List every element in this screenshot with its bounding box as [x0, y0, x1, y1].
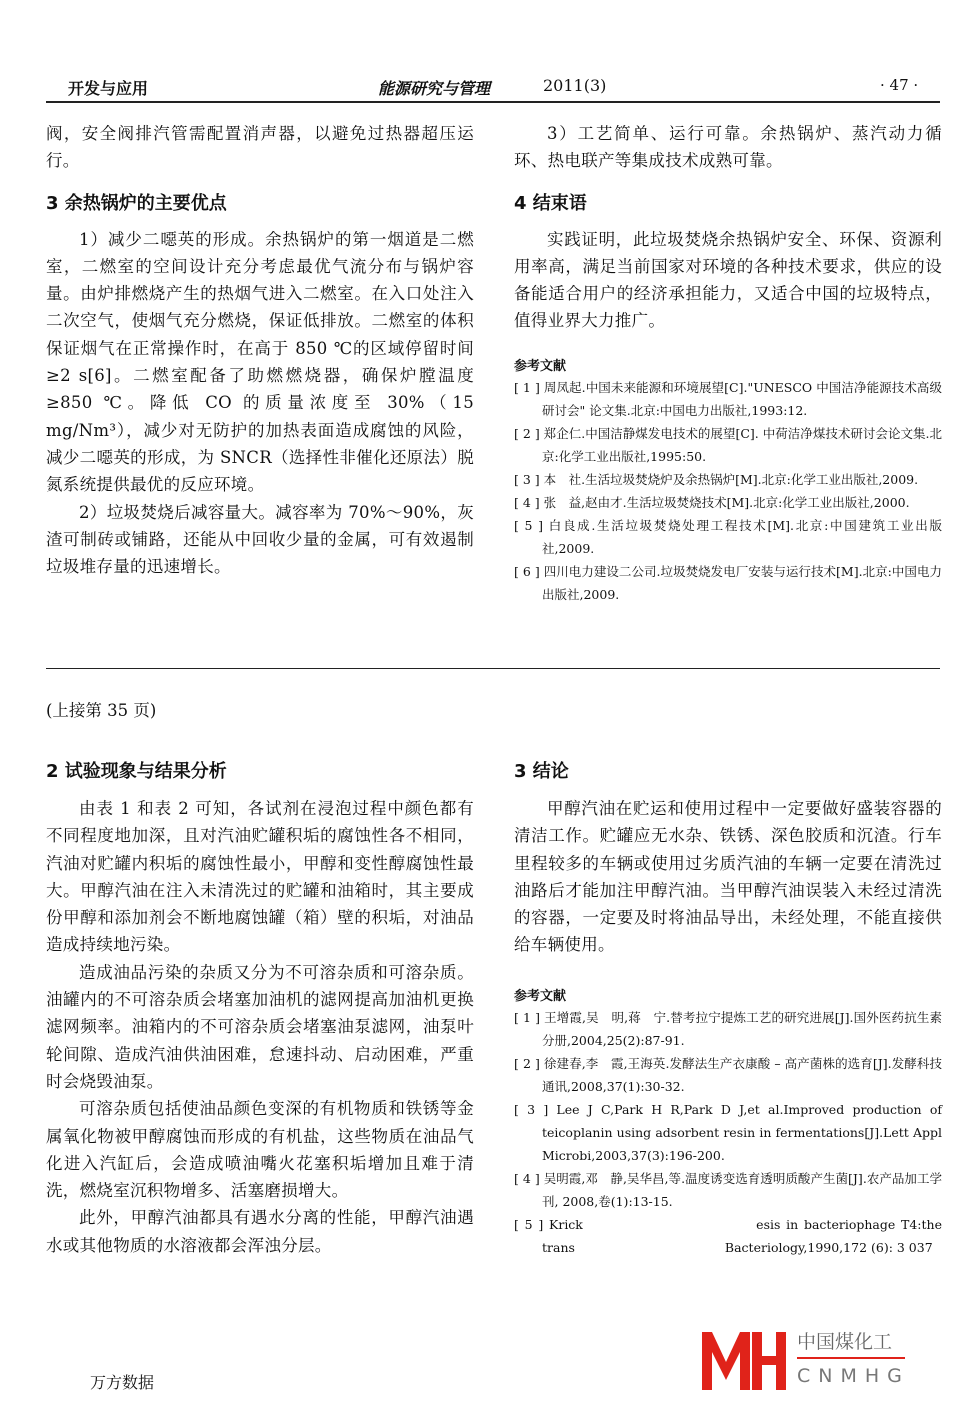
footer-source: 万方数据 [90, 1373, 155, 1392]
reference-item: [ 5 ] Krick esis in bacteriophage T4:the trans Bacteriology,1990,172 (6): 3 037 [514, 1216, 942, 1255]
mh-logo-icon [700, 1330, 796, 1392]
paragraph: 实践证明，此垃圾焚烧余热锅炉安全、环保、资源利用率高，满足当前国家对环境的各种技术要求，供应的设备能适合用户的经济承担能力，又适合中国的垃圾特点，值得业界大力推广。 [514, 229, 942, 331]
paragraph: 由表 1 和表 2 可知，各试剂在浸泡过程中颜色都有不同程度地加深，且对汽油贮罐积垢的腐蚀性各不相同，汽油对贮罐内积垢的腐蚀性最小，甲醇和变性醇腐蚀性最大。甲醇汽油在注入未清洗过的贮罐和油箱时，其主要成份甲醇和添加剂会不断地腐蚀罐（箱）壁的积垢，对油品造成持续地污染。 [46, 799, 474, 955]
top-right-column [514, 120, 942, 606]
header-section: 开发与应用 [68, 79, 149, 98]
header-page-number: · 47 · [880, 76, 919, 94]
paragraph: 2）垃圾焚烧后减容量大。减容率为 70%～90%，灰渣可制砖或铺路，还能从中回收少量的金属，可有效遏制垃圾堆存量的迅速增长。 [46, 502, 474, 577]
section-heading: 2 试验现象与结果分析 [46, 761, 227, 782]
section-divider [46, 668, 940, 669]
reference-item: [ 2 ] 郑企仁.中国洁静煤发电技术的展望[C]. 中荷洁净煤技术研讨会论文集.北京:化学工业出版社,1995:50. [514, 425, 942, 464]
paragraph: 1）减少二噁英的形成。余热锅炉的第一烟道是二燃室，二燃室的空间设计充分考虑最优气流分布与锅炉容量。由炉排燃烧产生的热烟气进入二燃室。在入口处注入二次空气，使烟气充分燃烧，保证低排放。二燃室的体积保证烟气在正常操作时，在高于 850 ℃的区域停留时间≥2 s[6]。二燃室配备了助燃燃烧器，确保炉膛温度≥850 ℃。降低 CO 的质量浓度至 30%（15 mg/Nm³），减少对无防护的加热表面造成腐蚀的风险，减少二噁英的形成，为 SNCR（选择性非催化还原法）脱氮系统提供最优的反应环境。 [46, 229, 474, 495]
bottom-right-column [514, 757, 942, 1259]
paragraph: 此外，甲醇汽油都具有遇水分离的性能，甲醇汽油遇水或其他物质的水溶液都会浑浊分层。 [46, 1208, 474, 1255]
reference-item: [ 1 ] 王增霞,吴 明,蒋 宁.替考拉宁提炼工艺的研究进展[J].国外医药抗生素分册,2004,25(2):87-91. [514, 1009, 942, 1048]
section-heading: 4 结束语 [514, 192, 587, 214]
watermark-rule [797, 1357, 905, 1359]
references-title: 参考文献 [514, 358, 567, 374]
section-heading: 3 结论 [514, 761, 569, 782]
reference-item: [ 2 ] 徐建春,李 霞,王海英.发酵法生产衣康酸 – 高产菌株的选育[J].发酵科技通讯,2008,37(1):30-32. [514, 1055, 942, 1094]
reference-item: [ 3 ] Lee J C,Park H R,Park D J,et al.Improved production of teicoplanin using adsorbent resin in fermentations[J].Lett Appl Microbi,2003,37(3):196-200. [514, 1101, 942, 1163]
paragraph: 3）工艺简单、运行可靠。余热锅炉、蒸汽动力循环、热电联产等集成技术成熟可靠。 [514, 124, 942, 171]
reference-item: [ 1 ] 周凤起.中国未来能源和环境展望[C]."UNESCO 中国洁净能源技术高级研讨会" 论文集.北京:中国电力出版社,1993:12. [514, 379, 942, 418]
reference-item: [ 6 ] 四川电力建设二公司.垃圾焚烧发电厂安装与运行技术[M].北京:中国电力出版社,2009. [514, 563, 942, 602]
top-left-column [46, 120, 474, 580]
watermark-logo [700, 1330, 910, 1392]
reference-item: [ 3 ] 本 社.生活垃圾焚烧炉及余热锅炉[M].北京:化学工业出版社,2009. [514, 471, 919, 487]
reference-item: [ 4 ] 吴明霞,邓 静,吴华昌,等.温度诱变选育透明质酸产生菌[J].农产品加工学刊, 2008,卷(1):13-15. [514, 1170, 942, 1209]
header-issue: 2011(3) [543, 76, 607, 95]
section-heading: 3 余热锅炉的主要优点 [46, 192, 227, 214]
continued-note: (上接第 35 页) [46, 701, 157, 720]
paragraph: 甲醇汽油在贮运和使用过程中一定要做好盛装容器的清洁工作。贮罐应无水杂、铁锈、深色胶质和沉渣。行车里程较多的车辆或使用过劣质汽油的车辆一定要在清洗过油路后才能加注甲醇汽油。当甲醇汽油误装入未经过清洗的容器，一定要及时将油品导出，未经处理，不能直接供给车辆使用。 [514, 799, 942, 955]
reference-item: [ 5 ] 白良成.生活垃圾焚烧处理工程技术[M].北京:中国建筑工业出版社,2009. [514, 517, 942, 556]
paragraph: 可溶杂质包括使油品颜色变深的有机物质和铁锈等金属氧化物被甲醇腐蚀而形成的有机盐，这些物质在油品气化进入汽缸后，会造成喷油嘴火花塞积垢增加且难于清洗，燃烧室沉积物增多、活塞磨损增大。 [46, 1099, 474, 1201]
header-rule [46, 101, 940, 103]
reference-item: [ 4 ] 张 益,赵由才.生活垃圾焚烧技术[M].北京:化学工业出版社,2000. [514, 494, 910, 510]
watermark-cn-text: 中国煤化工 [797, 1331, 893, 1353]
paragraph: 造成油品污染的杂质又分为不可溶杂质和可溶杂质。油罐内的不可溶杂质会堵塞加油机的滤网提高加油机更换滤网频率。油箱内的不可溶杂质会堵塞油泵滤网，油泵叶轮间隙、造成汽油供油困难，怠速抖动、启动困难，严重时会烧毁油泵。 [46, 962, 474, 1091]
references-title: 参考文献 [514, 988, 567, 1004]
references [514, 355, 942, 606]
references [514, 985, 942, 1259]
watermark-en-text: CNMHG [797, 1365, 910, 1387]
bottom-left-column [46, 757, 474, 1259]
paragraph: 阀，安全阀排汽管需配置消声器，以避免过热器超压运行。 [46, 124, 474, 171]
header-journal: 能源研究与管理 [378, 79, 491, 98]
